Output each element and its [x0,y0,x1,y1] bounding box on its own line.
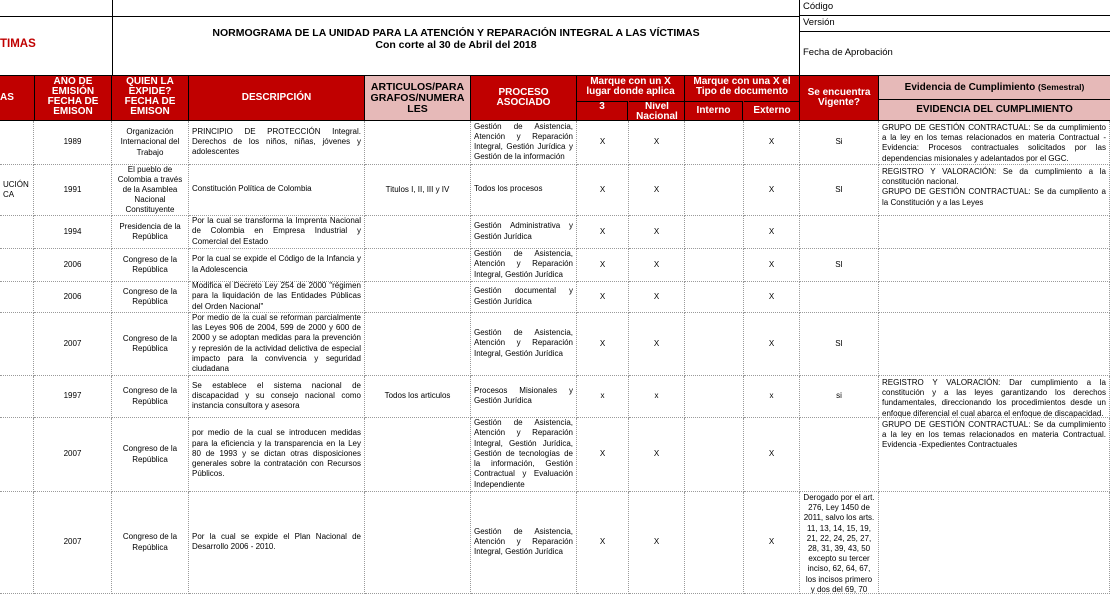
cell-vigente: Si [800,121,879,165]
top-left-top-cell [0,0,113,17]
cell-quien: Congreso de la República [112,418,189,492]
header-lugar-b: Nivel Nacional [629,101,685,120]
header-lugar-a: 3 [577,101,628,120]
header-descripcion: DESCRIPCIÓN [189,76,365,120]
cell-lugar-b: X [629,249,685,282]
cell-proceso: Todos los procesos [471,165,577,216]
page-title: NORMOGRAMA DE LA UNIDAD PARA LA ATENCIÓN Y REPARACIÓN INTEGRAL A LAS VÍCTIMAS [212,27,700,39]
header-quien-top: QUIEN LA EXPIDE? [126,76,174,97]
logo: TIMAS [0,38,36,50]
cell-col0 [0,376,34,418]
header-evidencia-small: (Semestral) [1038,82,1085,92]
cell-tipo-externo: X [744,165,800,216]
cell-anio: 2006 [34,282,112,313]
version-cell: Versión [799,16,1110,32]
cell-articulos [365,216,471,249]
cell-lugar-a: X [577,492,629,594]
cell-tipo-externo: X [744,282,800,313]
cell-evidencia [879,249,1110,282]
cell-proceso: Gestión de Asistencia, Atención y Reparación Integral, Gestión Jurídica [471,249,577,282]
cell-evidencia: GRUPO DE GESTIÓN CONTRACTUAL: Se da cumplimiento a la ley en los temas relacionados en materia Contractual - Evidencia: Procesos contractuales solicitados por las dependencias misionales y adelantados por el GGC. [879,121,1110,165]
cell-lugar-a: X [577,418,629,492]
cell-descripcion: Por la cual se expide el Código de la Infancia y la Adolescencia [189,249,365,282]
header-evidencia [879,76,1110,120]
title-block [113,17,799,75]
title-cell [113,0,799,17]
header-anio [34,76,112,120]
cell-quien: Congreso de la República [112,492,189,594]
page-subtitle: Con corte al 30 de Abril del 2018 [375,39,537,51]
cell-col0 [0,216,34,249]
cell-anio: 1991 [34,165,112,216]
cell-anio: 2007 [34,418,112,492]
cell-vigente: SI [800,165,879,216]
header-quien [112,76,189,120]
header-quien-bottom: FECHA DE EMISON [124,96,176,117]
cell-lugar-a: X [577,282,629,313]
header-tipo-b: Externo [744,101,800,120]
header-evidencia-bottom: EVIDENCIA DEL CUMPLIMIENTO [879,99,1110,120]
cell-tipo-interno [685,249,744,282]
cell-descripcion: Por medio de la cual se reforman parcialmente las Leyes 906 de 2004, 599 de 2000 y 600 de 2000 y se adoptan medidas para la prevención y represión de la actividad delictiva de especial impacto para la convivencia y seguridad ciudadana [189,313,365,376]
header-col0: AS [0,76,34,120]
cell-tipo-externo: X [744,492,800,594]
cell-evidencia: REGISTRO Y VALORACIÓN: Dar cumplimiento a la constitución y a las leyes garantizando los derechos fundamentales, direccionando los procedimientos desde un enfoque diferencial el cual abarca el enfoque de discapacidad. [879,376,1110,418]
cell-tipo-externo: X [744,313,800,376]
cell-proceso: Gestión de Asistencia, Atención y Reparación Integral, Gestión Jurídica [471,313,577,376]
cell-articulos [365,282,471,313]
cell-col0: UCIÓN CA [0,165,34,216]
cell-descripcion: Constitución Política de Colombia [189,165,365,216]
cell-proceso: Procesos Misionales y Gestión Jurídica [471,376,577,418]
cell-proceso: Gestión de Asistencia, Atención y Reparación Integral, Gestión Jurídica, Gestión de tecnologías de la información, Gestión Contractual y Evaluación Independiente [471,418,577,492]
cell-evidencia [879,216,1110,249]
cell-tipo-externo: X [744,121,800,165]
header-evidencia-label: Evidencia de Cumplimiento [904,82,1036,93]
header-proceso: PROCESO ASOCIADO [471,76,577,120]
cell-descripcion: Se establece el sistema nacional de discapacidad y su consejo nacional como instancia consultora y asesora [189,376,365,418]
cell-lugar-a: X [577,165,629,216]
cell-evidencia [879,492,1110,594]
cell-lugar-b: X [629,282,685,313]
header-evidencia-top [879,76,1110,98]
cell-anio: 2007 [34,313,112,376]
cell-quien: Organización Internacional del Trabajo [112,121,189,165]
cell-tipo-interno [685,282,744,313]
cell-vigente [800,216,879,249]
cell-tipo-interno [685,376,744,418]
cell-descripcion: Por la cual se expide el Plan Nacional de Desarrollo 2006 - 2010. [189,492,365,594]
header-lugar-top: Marque con un X lugar donde aplica [586,76,675,97]
cell-articulos: Titulos I, II, III y IV [365,165,471,216]
cell-tipo-externo: X [744,216,800,249]
cell-articulos [365,121,471,165]
cell-col0 [0,282,34,313]
cell-lugar-a: X [577,216,629,249]
cell-lugar-b: X [629,313,685,376]
cell-tipo-interno [685,121,744,165]
cell-evidencia [879,313,1110,376]
cell-proceso: Gestión de Asistencia, Atención y Reparación Integral, Gestión Jurídica [471,492,577,594]
cell-descripcion: por medio de la cual se introducen medidas para la eficiencia y la transparencia en la Ley 80 de 1993 y se dictan otras disposiciones generales sobre la contratación con Recursos Públicos. [189,418,365,492]
cell-tipo-interno [685,313,744,376]
header-anio-bottom: FECHA DE EMISON [47,96,99,117]
cell-lugar-a: X [577,249,629,282]
header-anio-top: AÑO DE EMISIÓN [51,76,95,97]
cell-articulos [365,249,471,282]
cell-vigente [800,418,879,492]
cell-lugar-b: x [629,376,685,418]
cell-proceso: Gestión Administrativa y Gestión Jurídica [471,216,577,249]
header-tipo-a: Interno [685,101,743,120]
cell-vigente: SI [800,249,879,282]
cell-descripcion: PRINCIPIO DE PROTECCIÓN Integral. Derechos de los niños, niñas, jóvenes y adolescentes [189,121,365,165]
cell-col0 [0,492,34,594]
header-tipo [685,76,800,120]
cell-proceso: Gestión documental y Gestión Jurídica [471,282,577,313]
cell-tipo-interno [685,216,744,249]
cell-quien: Congreso de la República [112,313,189,376]
cell-lugar-a: X [577,121,629,165]
header-vigente: Se encuentra Vigente? [800,76,879,120]
cell-lugar-b: X [629,121,685,165]
cell-col0 [0,249,34,282]
cell-quien: El pueblo de Colombia a través de la Asamblea Nacional Constituyente [112,165,189,216]
header-articulos: ARTICULOS/PARA GRAFOS/NUMERA LES [365,76,471,120]
cell-quien: Presidencia de la República [112,216,189,249]
cell-tipo-externo: X [744,418,800,492]
cell-lugar-a: x [577,376,629,418]
cell-anio: 1994 [34,216,112,249]
cell-articulos [365,313,471,376]
cell-vigente [800,282,879,313]
cell-tipo-interno [685,492,744,594]
cell-col0 [0,418,34,492]
cell-descripcion: Por la cual se transforma la Imprenta Nacional de Colombia en Empresa Industrial y Comercial del Estado [189,216,365,249]
cell-lugar-b: X [629,492,685,594]
header-tipo-top: Marque con una X el Tipo de documento [693,76,791,97]
cell-lugar-b: X [629,165,685,216]
cell-evidencia [879,282,1110,313]
cell-anio: 2006 [34,249,112,282]
logo-cell [0,17,113,75]
cell-anio: 2007 [34,492,112,594]
cell-articulos [365,418,471,492]
cell-quien: Congreso de la República [112,282,189,313]
cell-tipo-externo: x [744,376,800,418]
fecha-aprobacion-cell: Fecha de Aprobación [799,32,1110,75]
cell-lugar-a: X [577,313,629,376]
cell-proceso: Gestión de Asistencia, Atención y Reparación Integral, Gestión Jurídica y Gestión de la información [471,121,577,165]
cell-anio: 1989 [34,121,112,165]
cell-quien: Congreso de la República [112,376,189,418]
cell-tipo-externo: X [744,249,800,282]
cell-evidencia: GRUPO DE GESTIÓN CONTRACTUAL: Se da cumplimiento a la ley en los temas relacionados en materia Contractual. Evidencia -Expedientes Contractuales [879,418,1110,492]
cell-anio: 1997 [34,376,112,418]
cell-col0 [0,121,34,165]
cell-col0 [0,313,34,376]
cell-evidencia: REGISTRO Y VALORACIÓN: Se da cumplimiento a la constitución nacional. GRUPO DE GESTIÓN CONTRACTUAL: Se da cumpliento a la Constitución y a las Leyes [879,165,1110,216]
cell-lugar-b: X [629,216,685,249]
cell-vigente: SI [800,313,879,376]
cell-tipo-interno [685,165,744,216]
header-lugar [577,76,685,120]
cell-lugar-b: X [629,418,685,492]
codigo-cell: Código [799,0,1110,16]
cell-vigente: si [800,376,879,418]
cell-articulos [365,492,471,594]
cell-quien: Congreso de la República [112,249,189,282]
cell-vigente: Derogado por el art. 276, Ley 1450 de 2011, salvo los arts. 11, 13, 14, 15, 19, 21, 22, 24, 25, 27, 28, 31, 39, 43, 50 excepto su tercer inciso, 62, 64, 67, los incisos primero y dos del 69, 70 [800,492,879,594]
cell-tipo-interno [685,418,744,492]
cell-articulos: Todos los articulos [365,376,471,418]
cell-descripcion: Modifica el Decreto Ley 254 de 2000 "régimen para la liquidación de las Entidades Públicas del Orden Nacional" [189,282,365,313]
